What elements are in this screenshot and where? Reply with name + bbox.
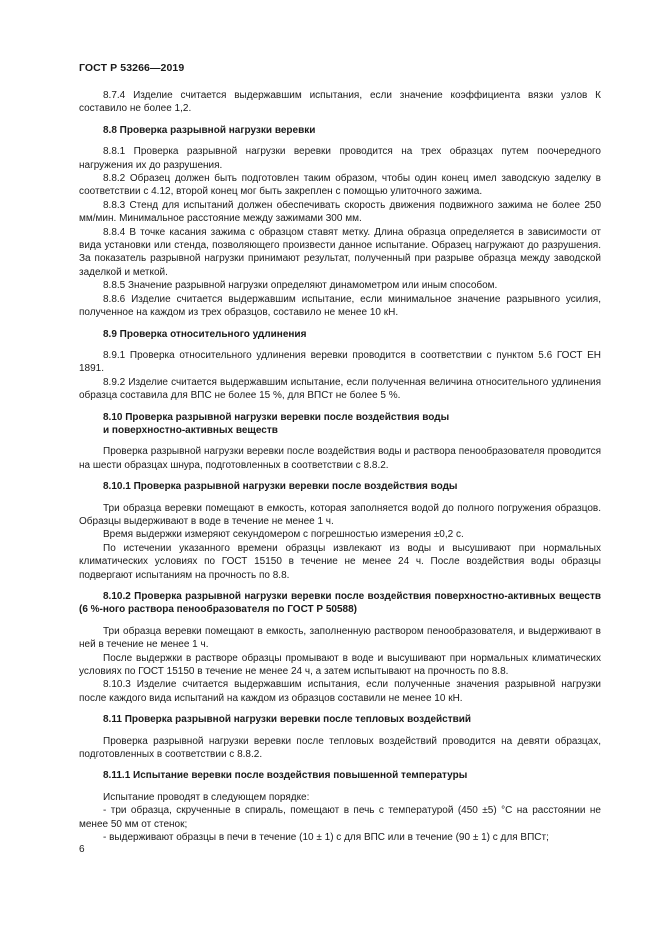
paragraph: - выдерживают образцы в печи в течение (10 ± 1) с для ВПС или в течение (90 ± 1) с для ВПСт;	[103, 832, 549, 844]
section-heading: 8.10.1 Проверка разрывной нагрузки веревки после воздействия воды	[103, 481, 458, 493]
section-heading-line: 8.10 Проверка разрывной нагрузки веревки после воздействия воды	[103, 411, 450, 423]
paragraph: Три образца веревки помещают в емкость, заполненную раствором пенообразователя, и выдерживают в ней в течение не менее 1 ч.	[79, 625, 601, 651]
paragraph: 8.8.3 Стенд для испытаний должен обеспечивать скорость движения подвижного зажима не более 250 мм/мин. Минимальное расстояние между зажимами 300 мм.	[79, 199, 601, 225]
paragraph: 8.8.5 Значение разрывной нагрузки определяют динамометром или иным способом.	[103, 280, 498, 292]
paragraph: 8.8.1 Проверка разрывной нагрузки веревки проводится на трех образцах путем поочередного нагружения их до разрушения.	[79, 146, 601, 171]
section-heading: 8.11.1 Испытание веревки после воздействия повышенной температуры	[103, 770, 468, 782]
paragraph: 8.8.6 Изделие считается выдержавшим испытание, если минимальное значение разрывного усилия, полученное на каждом из трех образцов, составило не менее 10 кН.	[79, 293, 601, 319]
paragraph: 8.9.2 Изделие считается выдержавшим испытание, если полученная величина относительного удлинения образца составила для ВПС не более 15 %, для ВПСт не более 5 %.	[79, 376, 601, 402]
paragraph: 8.10.3 Изделие считается выдержавшим испытания, если полученные значения разрывной нагрузки после каждого вида испытаний на каждом из образцов составили не менее 10 кН.	[79, 679, 601, 704]
document-header: ГОСТ Р 53266—2019	[79, 62, 185, 74]
section-heading	[79, 411, 601, 438]
paragraph: Проверка разрывной нагрузки веревки после воздействия воды и раствора пенообразователя проводится на шести образцах шнура, подготовленных в соответствии с 8.8.2.	[79, 446, 601, 471]
section-heading: 8.9 Проверка относительного удлинения	[103, 328, 307, 340]
paragraph: Испытание проводят в следующем порядке:	[103, 791, 310, 803]
section-heading: 8.8 Проверка разрывной нагрузки веревки	[103, 124, 316, 136]
page-number: 6	[79, 844, 85, 855]
section-heading: 8.11 Проверка разрывной нагрузки веревки после тепловых воздействий	[103, 714, 472, 726]
paragraph: 8.9.1 Проверка относительного удлинения веревки проводится в соответствии с пунктом 5.6 ГОСТ ЕН 1891.	[79, 349, 601, 375]
paragraph: Три образца веревки помещают в емкость, которая заполняется водой до полного погружения образцов. Образцы выдерживают в воде в течение не менее 1 ч.	[79, 502, 601, 527]
paragraph: После выдержки в растворе образцы промывают в воде и высушивают при нормальных климатических условиях по ГОСТ 15150 в течение не менее 24 ч, а затем испытывают на прочность по 8.8.	[79, 652, 601, 678]
paragraph: Время выдержки измеряют секундомером с погрешностью измерения ±0,2 с.	[103, 529, 464, 541]
paragraph: 8.8.4 В точке касания зажима с образцом ставят метку. Длина образца определяется в зависимости от вида установки или стенда, позволяющего произвести данное испытание. Образец нагружают до разрушения. За показатель разрывной нагрузки принимают результат, полученный при разрыве образца между заводской заделкой и меткой.	[79, 226, 601, 278]
paragraph: Проверка разрывной нагрузки веревки после тепловых воздействий проводится на девяти образцах, подготовленных в соответствии с 8.8.2.	[79, 735, 601, 761]
document-body	[79, 89, 601, 845]
paragraph: 8.7.4 Изделие считается выдержавшим испытания, если значение коэффициента вязки узлов К составило не более 1,2.	[79, 90, 601, 115]
section-heading: 8.10.2 Проверка разрывной нагрузки веревки после воздействия поверхностно-активных веществ (6 %-ного раствора пенообразователя по ГОСТ Р 50588)	[79, 591, 601, 616]
paragraph: По истечении указанного времени образцы извлекают из воды и высушивают при нормальных климатических условиях по ГОСТ 15150 в течение не менее 24 ч. После воздействия воды образцы подвергают испытаниям на прочность по 8.8.	[79, 542, 601, 581]
paragraph: 8.8.2 Образец должен быть подготовлен таким образом, чтобы один конец имел заводскую заделку в соответствии с 4.12, второй конец мог быть закреплен с помощью улиточного зажима.	[79, 173, 601, 198]
paragraph: - три образца, скрученные в спираль, помещают в печь с температурой (450 ±5) °С на расстоянии не менее 50 мм от стенок;	[79, 805, 601, 830]
section-heading-line: и поверхностно-активных веществ	[103, 424, 278, 436]
